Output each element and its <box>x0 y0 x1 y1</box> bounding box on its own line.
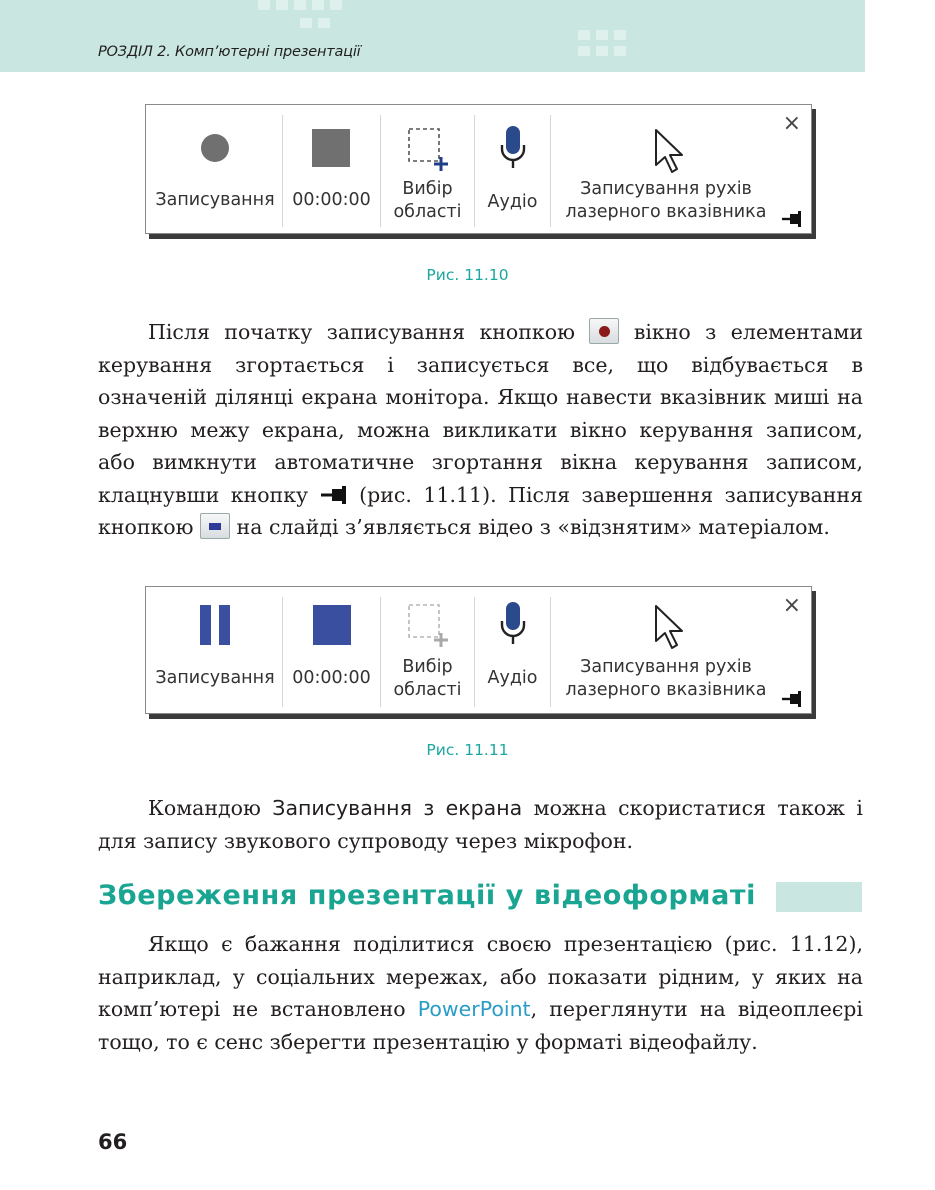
select-area-icon <box>407 127 449 173</box>
record-button[interactable] <box>146 105 282 233</box>
microphone-icon <box>499 601 527 647</box>
select-area-label: Вибір області <box>393 179 462 222</box>
cursor-arrow-icon <box>653 603 687 651</box>
header-band <box>0 0 865 72</box>
running-head: РОЗДІЛ 2. Комп’ютерні презентації <box>98 44 361 60</box>
timer-label: 00:00:00 <box>292 668 371 688</box>
pause-button[interactable] <box>146 587 282 713</box>
pin-icon[interactable] <box>781 691 803 707</box>
recording-toolbar-idle <box>145 104 812 234</box>
microphone-icon <box>499 125 527 171</box>
select-area-icon <box>407 603 449 649</box>
figure-caption-1: Рис. 11.10 <box>426 266 509 284</box>
laser-pointer-button[interactable] <box>551 587 781 713</box>
header-decoration <box>300 18 330 28</box>
paragraph-1: Після початку записування кнопкою вікно з елементами керування згортається і записується все, що відбувається в означеній ділянці екрана монітора. Якщо навести вказівник миші на верхню межу екрана, можна викликати вікно керування записом, або вимкнути автоматичне згортання вікна керування записом, клацнувши кнопку (рис. 11.11). Після завершення записування кнопкою на слайді з’являється відео з «відзнятим» матеріалом. <box>98 320 863 539</box>
section-heading-bar <box>776 882 862 912</box>
select-area-button <box>381 587 474 713</box>
header-decoration <box>258 0 342 10</box>
audio-label: Аудіо <box>487 668 538 688</box>
audio-label: Аудіо <box>487 192 538 212</box>
section-heading: Збереження презентації у відеоформаті <box>98 880 757 911</box>
audio-button[interactable] <box>475 587 550 713</box>
stop-square-icon <box>312 129 350 167</box>
close-button[interactable]: × <box>782 111 801 136</box>
paragraph-3: Якщо є бажання поділитися своєю презентацією (рис. 11.12), наприклад, у соціальних мережах, або показати рідним, у яких на комп’ютері не встановлено PowerPoint, переглянути на відеоплеєрі тощо, то є сенс зберегти презентацію у форматі відеофайлу. <box>98 932 863 1054</box>
record-label: Записування <box>155 668 275 688</box>
laser-pointer-button[interactable] <box>551 105 781 233</box>
stop-square-icon <box>313 605 351 645</box>
recording-toolbar-active <box>145 586 812 714</box>
close-button[interactable]: × <box>782 593 801 618</box>
record-circle-icon <box>200 133 230 163</box>
timer-label: 00:00:00 <box>292 190 371 210</box>
page-number: 66 <box>98 1130 128 1154</box>
pin-icon[interactable] <box>781 211 803 227</box>
figure-caption-2: Рис. 11.11 <box>426 741 509 759</box>
pause-icon <box>200 605 232 645</box>
select-area-button[interactable] <box>381 105 474 233</box>
select-area-label: Вибір області <box>393 657 462 700</box>
laser-label: Записування рухів лазерного вказівника <box>565 657 767 700</box>
pin-inline-icon <box>320 486 348 504</box>
stop-button[interactable] <box>283 105 380 233</box>
cursor-arrow-icon <box>653 127 687 175</box>
stop-button[interactable] <box>283 587 380 713</box>
record-label: Записування <box>155 190 275 210</box>
stop-inline-icon <box>200 513 230 539</box>
header-decoration <box>578 30 626 56</box>
record-inline-icon <box>589 318 619 344</box>
paragraph-2: Командою Записування з екрана можна скористатися також і для запису звукового супроводу через мікрофон. <box>98 796 863 853</box>
laser-label: Записування рухів лазерного вказівника <box>565 179 767 222</box>
audio-button[interactable] <box>475 105 550 233</box>
